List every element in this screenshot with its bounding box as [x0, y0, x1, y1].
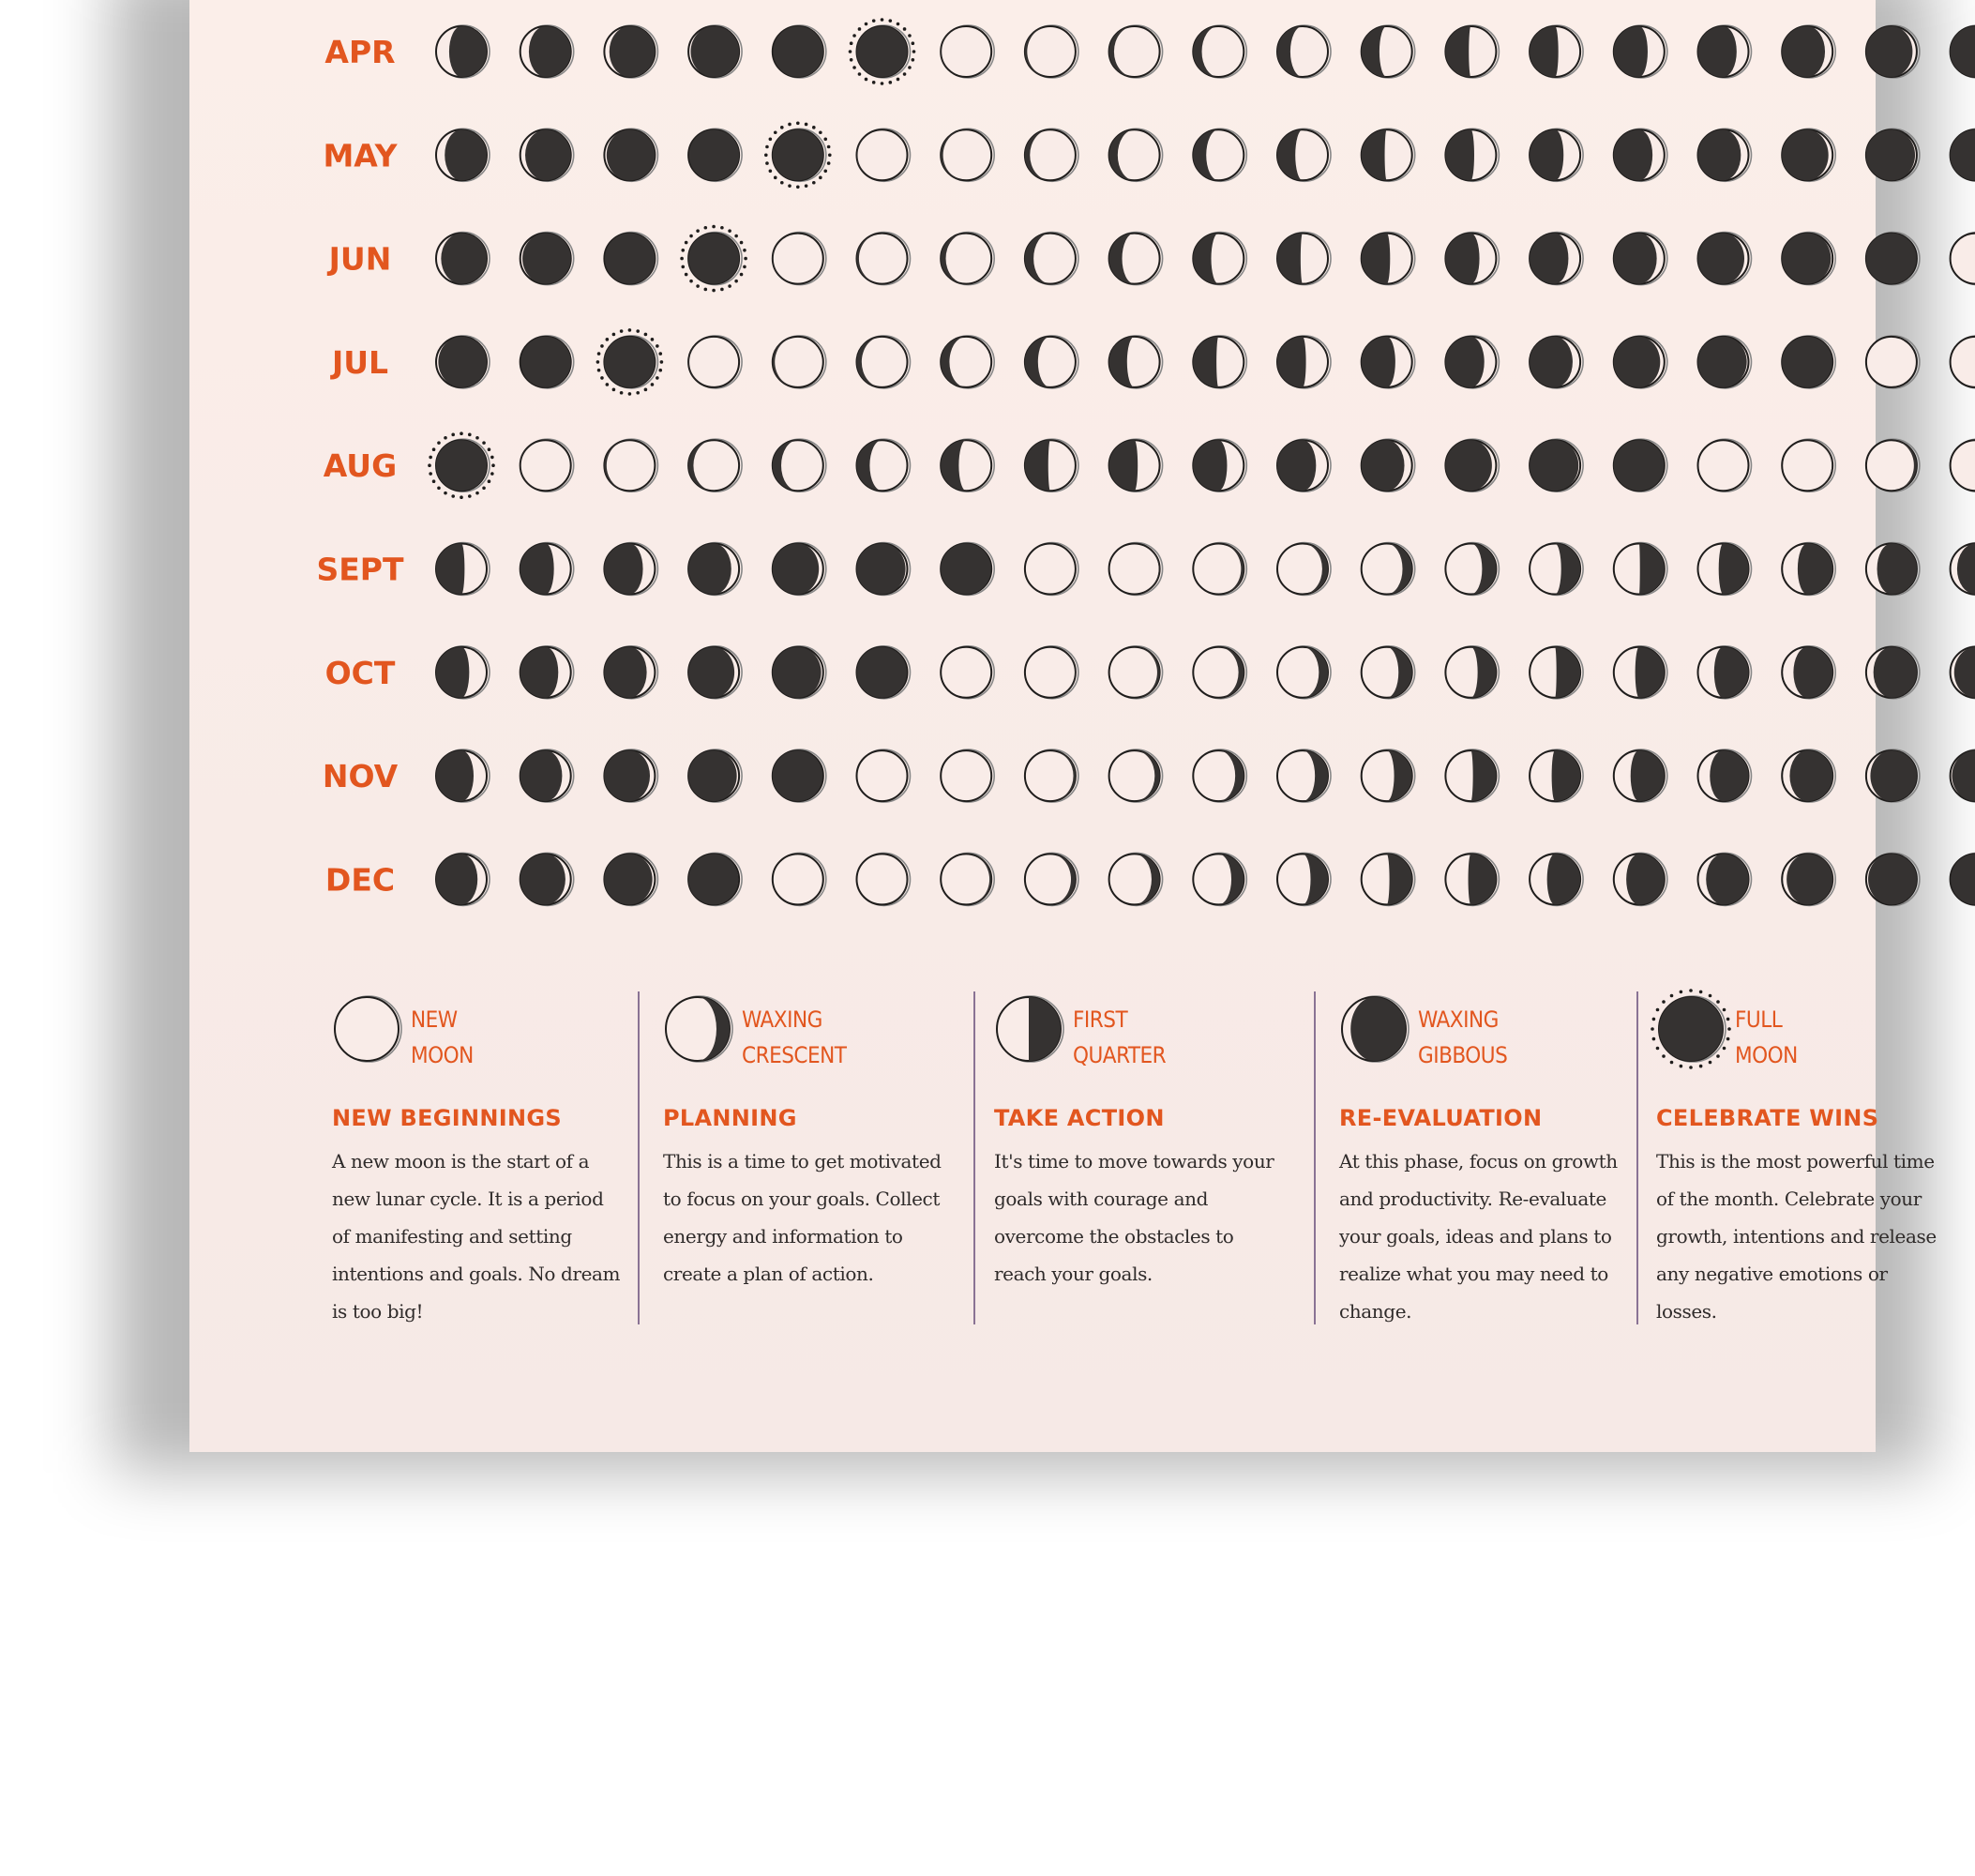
- legend-phase-name: [1418, 1002, 1577, 1073]
- moon-phase-day: [1951, 543, 1975, 596]
- moon-phase-day: [849, 18, 916, 85]
- moon-phase-day: [773, 25, 826, 78]
- moon-phase-day: [1362, 25, 1415, 78]
- moon-phase-day: [1866, 439, 1920, 492]
- phase-name-line2: CRESCENT: [742, 1042, 847, 1068]
- legend-divider: [1314, 991, 1316, 1324]
- moon-phase-day: [436, 646, 490, 699]
- moon-phase-day: [1025, 336, 1078, 388]
- moon-phase-day: [1109, 543, 1163, 596]
- moon-phase-day: [520, 439, 574, 492]
- moon-phase-day: [520, 853, 574, 905]
- moon-phase-day: [857, 233, 911, 285]
- moon-phase-day: [1193, 853, 1246, 905]
- moon-phase-day: [1951, 853, 1975, 905]
- moon-phase-day: [1614, 129, 1667, 181]
- moon-phase-day: [1109, 439, 1163, 492]
- legend-theme: NEW BEGINNINGS: [332, 1105, 562, 1131]
- month-label-apr: APR: [324, 34, 396, 70]
- legend-phase-name: [1073, 1002, 1232, 1073]
- moon-phase-day: [1109, 853, 1163, 905]
- moon-phase-day: [1530, 749, 1583, 802]
- moon-phase-day: [1277, 853, 1331, 905]
- moon-phase-day: [520, 646, 574, 699]
- moon-phase-day: [773, 233, 826, 285]
- moon-phase-day: [941, 336, 994, 388]
- moon-phase-day: [1445, 646, 1499, 699]
- moon-phase-day: [857, 543, 911, 596]
- moon-phase-day: [1277, 336, 1331, 388]
- moon-phase-day: [1614, 25, 1667, 78]
- moon-phase-day: [1951, 749, 1975, 802]
- moon-calendar-poster: [189, 0, 1937, 1452]
- moon-phase-day: [1109, 233, 1163, 285]
- moon-phase-grid: [189, 0, 1876, 947]
- month-label-dec: DEC: [324, 861, 396, 899]
- new-moon-icon: [332, 992, 405, 1066]
- moon-phase-day: [773, 543, 826, 596]
- moon-phase-day: [1025, 749, 1078, 802]
- moon-phase-day: [1362, 336, 1415, 388]
- moon-phase-day: [436, 129, 490, 181]
- moon-phase-day: [1025, 25, 1078, 78]
- moon-phase-day: [1782, 853, 1835, 905]
- moon-phase-day: [1698, 749, 1752, 802]
- moon-phase-day: [857, 439, 911, 492]
- moon-phase-day: [1277, 233, 1331, 285]
- month-label-jun: JUN: [328, 240, 392, 278]
- moon-phase-day: [1025, 439, 1078, 492]
- moon-phase-day: [428, 431, 495, 499]
- moon-phase-day: [1698, 543, 1752, 596]
- moon-phase-day: [773, 749, 826, 802]
- moon-phase-day: [1530, 853, 1583, 905]
- moon-phase-day: [520, 749, 574, 802]
- moon-phase-day: [1782, 543, 1835, 596]
- moon-phase-day: [1866, 336, 1920, 388]
- moon-phase-day: [1362, 749, 1415, 802]
- moon-phase-day: [773, 336, 826, 388]
- moon-phase-day: [1445, 129, 1499, 181]
- moon-phase-day: [604, 439, 657, 492]
- moon-phase-day: [520, 543, 574, 596]
- moon-phase-day: [1951, 336, 1975, 388]
- moon-phase-day: [1445, 233, 1499, 285]
- moon-phase-day: [1277, 129, 1331, 181]
- moon-phase-day: [1951, 233, 1975, 285]
- moon-phase-day: [1193, 129, 1246, 181]
- moon-phase-day: [1025, 129, 1078, 181]
- moon-phase-day: [688, 439, 742, 492]
- phase-name-line1: FIRST: [1073, 1006, 1128, 1033]
- moon-phase-day: [1698, 25, 1752, 78]
- moon-phase-day: [604, 543, 657, 596]
- moon-phase-day: [1362, 129, 1415, 181]
- moon-phase-day: [688, 336, 742, 388]
- moon-phase-day: [436, 336, 490, 388]
- moon-phase-day: [1109, 129, 1163, 181]
- moon-phase-day: [1109, 749, 1163, 802]
- moon-phase-day: [857, 129, 911, 181]
- moon-phase-day: [1362, 439, 1415, 492]
- moon-phase-day: [1193, 543, 1246, 596]
- moon-phase-day: [1782, 439, 1835, 492]
- legend-phase-name: [411, 1002, 570, 1073]
- moon-phase-day: [1698, 853, 1752, 905]
- moon-phase-day: [857, 336, 911, 388]
- moon-phase-day: [1025, 853, 1078, 905]
- moon-phase-day: [1866, 646, 1920, 699]
- legend-description: This is a time to get motivated to focus on your goals. Collect energy and information to create a plan of action.: [663, 1150, 942, 1285]
- moon-phase-day: [1782, 129, 1835, 181]
- moon-phase-day: [1109, 25, 1163, 78]
- moon-phase-day: [773, 646, 826, 699]
- first-quarter-icon: [997, 996, 1063, 1062]
- waxing-gibbous-icon: [1342, 996, 1409, 1062]
- moon-phase-day: [857, 646, 911, 699]
- moon-phase-day: [1193, 25, 1246, 78]
- moon-phase-day: [1193, 646, 1246, 699]
- phase-name-line1: WAXING: [1418, 1006, 1499, 1033]
- moon-phase-day: [1698, 233, 1752, 285]
- legend-divider: [1636, 991, 1638, 1324]
- full-moon-icon: [1656, 992, 1729, 1066]
- moon-phase-day: [1025, 543, 1078, 596]
- waxing-crescent-icon: [663, 992, 736, 1066]
- moon-phase-day: [1782, 749, 1835, 802]
- legend-description: This is the most powerful time of the month. Celebrate your growth, intentions and release any negative emotions or losses.: [1656, 1150, 1937, 1323]
- moon-phase-day: [1277, 439, 1331, 492]
- moon-phase-day: [520, 129, 574, 181]
- legend-divider: [638, 991, 640, 1324]
- moon-phase-day: [688, 646, 742, 699]
- legend-phase-name: [1735, 1002, 1894, 1073]
- moon-phase-day: [1866, 543, 1920, 596]
- moon-phase-day: [1362, 646, 1415, 699]
- phase-name-line1: WAXING: [742, 1006, 822, 1033]
- month-label-may: MAY: [323, 137, 398, 174]
- moon-phase-day: [1866, 749, 1920, 802]
- moon-phase-day: [1193, 233, 1246, 285]
- moon-phase-day: [941, 749, 994, 802]
- moon-phase-day: [1951, 25, 1975, 78]
- moon-phase-day: [1614, 853, 1667, 905]
- moon-phase-day: [941, 543, 994, 596]
- moon-phase-day: [1614, 749, 1667, 802]
- moon-phase-day: [1698, 336, 1752, 388]
- first-quarter-icon: [994, 992, 1067, 1066]
- moon-phase-day: [941, 439, 994, 492]
- moon-phase-day: [688, 853, 742, 905]
- moon-phase-day: [941, 129, 994, 181]
- moon-phase-day: [688, 25, 742, 78]
- moon-phase-day: [1025, 646, 1078, 699]
- moon-phase-day: [1782, 336, 1835, 388]
- moon-phase-day: [604, 25, 657, 78]
- moon-phase-day: [1193, 336, 1246, 388]
- moon-phase-day: [1951, 646, 1975, 699]
- phase-name-line2: MOON: [1735, 1042, 1798, 1068]
- moon-phase-day: [1277, 543, 1331, 596]
- moon-phase-day: [1782, 25, 1835, 78]
- moon-phase-day: [1445, 25, 1499, 78]
- month-label-sept: SEPT: [316, 551, 404, 588]
- phase-name-line1: FULL: [1735, 1006, 1783, 1033]
- moon-phase-day: [1445, 853, 1499, 905]
- moon-phase-day: [1277, 25, 1331, 78]
- legend-theme: TAKE ACTION: [994, 1105, 1165, 1131]
- waxing-crescent-icon: [666, 996, 732, 1062]
- full-moon-icon: [1651, 989, 1731, 1069]
- moon-phase-day: [436, 853, 490, 905]
- month-label-oct: OCT: [324, 654, 396, 691]
- moon-phase-day: [1530, 336, 1583, 388]
- moon-phase-day: [1362, 543, 1415, 596]
- legend-description: A new moon is the start of a new lunar cycle. It is a period of manifesting and setting intentions and goals. No dream is too big!: [332, 1150, 621, 1323]
- moon-phase-day: [604, 853, 657, 905]
- moon-phase-day: [1951, 129, 1975, 181]
- moon-phase-day: [1866, 25, 1920, 78]
- moon-phase-day: [1445, 439, 1499, 492]
- moon-phase-day: [1362, 853, 1415, 905]
- moon-phase-day: [1530, 233, 1583, 285]
- moon-phase-day: [1109, 336, 1163, 388]
- month-label-nov: NOV: [322, 758, 399, 795]
- moon-phase-day: [1445, 543, 1499, 596]
- moon-phase-day: [1782, 233, 1835, 285]
- moon-phase-day: [1614, 646, 1667, 699]
- moon-phase-day: [1698, 646, 1752, 699]
- phase-name-line1: NEW: [411, 1006, 458, 1033]
- moon-phase-day: [1614, 336, 1667, 388]
- moon-phase-day: [1445, 749, 1499, 802]
- new-moon-icon: [335, 996, 401, 1062]
- moon-phase-day: [1445, 336, 1499, 388]
- legend-description: It's time to move towards your goals with courage and overcome the obstacles to reach your goals.: [994, 1150, 1274, 1285]
- moon-phase-day: [1866, 129, 1920, 181]
- moon-phase-day: [520, 233, 574, 285]
- moon-phase-day: [1530, 439, 1583, 492]
- moon-phase-day: [1530, 646, 1583, 699]
- moon-phase-day: [436, 543, 490, 596]
- moon-phase-day: [1530, 25, 1583, 78]
- moon-phase-day: [436, 749, 490, 802]
- moon-phase-day: [1530, 543, 1583, 596]
- phase-name-line2: QUARTER: [1073, 1042, 1167, 1068]
- legend-description: At this phase, focus on growth and productivity. Re-evaluate your goals, ideas and plans to realize what you may need to change.: [1339, 1150, 1618, 1323]
- moon-phase-day: [596, 328, 664, 396]
- legend-theme: PLANNING: [663, 1105, 797, 1131]
- moon-phase-day: [436, 25, 490, 78]
- moon-phase-day: [680, 225, 747, 293]
- moon-phase-day: [1698, 129, 1752, 181]
- phase-name-line2: MOON: [411, 1042, 474, 1068]
- moon-phase-day: [436, 233, 490, 285]
- moon-phase-day: [1109, 646, 1163, 699]
- moon-phase-day: [1614, 233, 1667, 285]
- moon-phase-day: [604, 129, 657, 181]
- moon-phase-day: [520, 336, 574, 388]
- moon-phase-day: [1866, 233, 1920, 285]
- moon-phase-day: [688, 543, 742, 596]
- moon-phase-day: [773, 439, 826, 492]
- moon-phase-day: [604, 749, 657, 802]
- moon-phase-day: [604, 646, 657, 699]
- legend-theme: RE-EVALUATION: [1339, 1105, 1543, 1131]
- moon-phase-day: [1951, 439, 1975, 492]
- moon-phase-day: [941, 853, 994, 905]
- moon-phase-day: [857, 853, 911, 905]
- legend-divider: [973, 991, 975, 1324]
- waxing-gibbous-icon: [1339, 992, 1412, 1066]
- moon-phase-day: [1530, 129, 1583, 181]
- moon-phase-day: [773, 853, 826, 905]
- moon-phase-day: [1193, 749, 1246, 802]
- legend-phase-name: [742, 1002, 901, 1073]
- moon-phase-day: [1614, 439, 1667, 492]
- phase-name-line2: GIBBOUS: [1418, 1042, 1508, 1068]
- moon-phase-day: [941, 233, 994, 285]
- moon-phase-day: [688, 749, 742, 802]
- moon-phase-day: [1193, 439, 1246, 492]
- moon-phase-day: [1698, 439, 1752, 492]
- moon-phase-day: [1614, 543, 1667, 596]
- moon-phase-day: [1277, 646, 1331, 699]
- moon-phase-day: [941, 25, 994, 78]
- moon-phase-day: [1866, 853, 1920, 905]
- moon-phase-day: [688, 129, 742, 181]
- month-label-aug: AUG: [323, 447, 398, 485]
- moon-phase-day: [604, 233, 657, 285]
- moon-phase-day: [941, 646, 994, 699]
- moon-phase-day: [1362, 233, 1415, 285]
- moon-phase-day: [857, 749, 911, 802]
- legend-theme: CELEBRATE WINS: [1656, 1105, 1879, 1131]
- moon-phase-day: [1277, 749, 1331, 802]
- moon-phase-day: [764, 122, 832, 189]
- moon-phase-day: [1025, 233, 1078, 285]
- moon-phase-day: [520, 25, 574, 78]
- month-label-jul: JUL: [331, 343, 389, 381]
- moon-phase-day: [1782, 646, 1835, 699]
